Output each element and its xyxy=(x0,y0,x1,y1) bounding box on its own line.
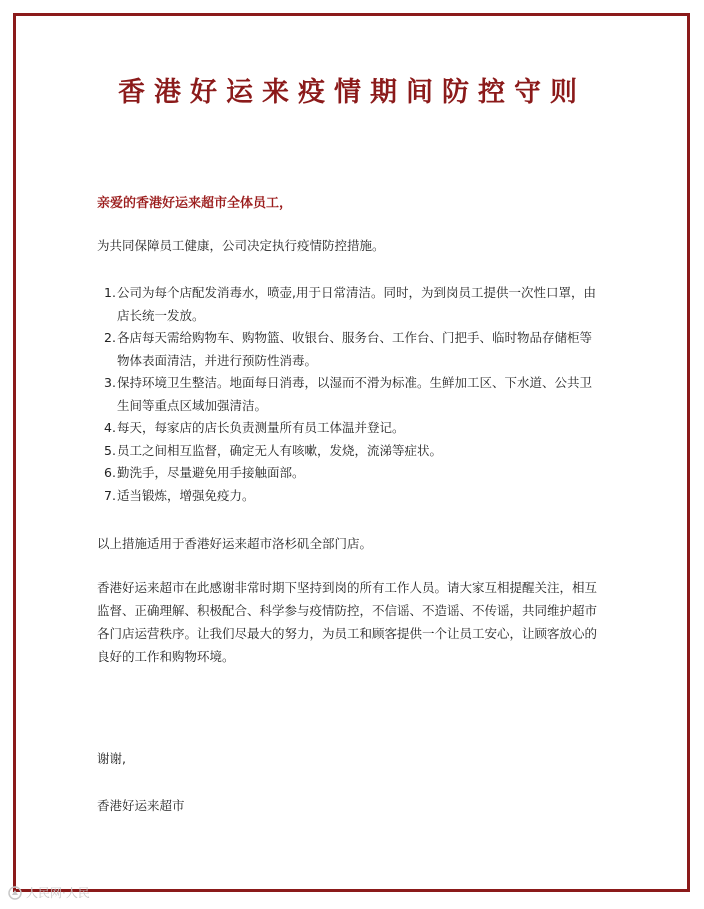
list-item xyxy=(97,485,602,508)
list-item xyxy=(97,462,602,485)
list-item-number: 1. xyxy=(104,285,116,300)
list-item-text: 保持环境卫生整洁。地面每日消毒，以湿而不滑为标准。生鲜加工区、下水道、公共卫生间等重点区域加强清洁。 xyxy=(117,375,593,413)
watermark xyxy=(8,884,90,901)
watermark-text: 人民网·人民 xyxy=(26,886,90,900)
list-item-text: 员工之间相互监督，确定无人有咳嗽，发烧，流涕等症状。 xyxy=(117,442,443,458)
list-item xyxy=(97,282,602,327)
list-item-text: 每天，每家店的店长负责测量所有员工体温并登记。 xyxy=(117,420,405,435)
list-item-number: 5. xyxy=(104,442,116,458)
list-item-text: 公司为每个店配发消毒水，喷壶,用于日常清洁。同时，为到岗员工提供一次性口罩，由店长统一发放。 xyxy=(117,285,596,323)
scope-paragraph: 以上措施适用于香港好运来超市洛杉矶全部门店。 xyxy=(97,536,373,551)
list-item xyxy=(97,327,602,372)
list-item-number: 2. xyxy=(104,330,116,345)
greeting: 亲爱的香港好运来超市全体员工， xyxy=(97,196,293,211)
list-item-number: 3. xyxy=(104,375,116,390)
document-title: 香港好运来疫情期间防控守则 xyxy=(118,77,586,108)
intro-paragraph: 为共同保障员工健康，公司决定执行疫情防控措施。 xyxy=(97,238,385,253)
list-item-number: 7. xyxy=(104,487,116,503)
list-item-text: 各店每天需给购物车、购物篮、收银台、服务台、工作台、门把手、临时物品存储柜等物体表面清洁，并进行预防性消毒。 xyxy=(117,330,593,368)
list-item xyxy=(97,372,602,417)
list-item-number: 6. xyxy=(104,465,116,480)
list-item-text: 勤洗手，尽量避免用手接触面部。 xyxy=(117,465,305,480)
measures-list xyxy=(97,282,602,507)
list-item xyxy=(97,440,602,463)
logo-icon xyxy=(8,886,22,900)
signature: 香港好运来超市 xyxy=(97,798,185,813)
list-item-number: 4. xyxy=(104,420,116,435)
list-item-text: 适当锻炼，增强免疫力。 xyxy=(117,487,255,503)
closing-text: 谢谢, xyxy=(97,751,126,766)
thanks-paragraph: 香港好运来超市在此感谢非常时期下坚持到岗的所有工作人员。请大家互相提醒关注，相互监督、正确理解、积极配合、科学参与疫情防控，不信谣、不造谣、不传谣，共同维护超市各门店运营秩序。让我们尽最大的努力，为员工和顾客提供一个让员工安心，让顾客放心的良好的工作和购物环境。 xyxy=(97,580,598,664)
list-item xyxy=(97,417,602,440)
